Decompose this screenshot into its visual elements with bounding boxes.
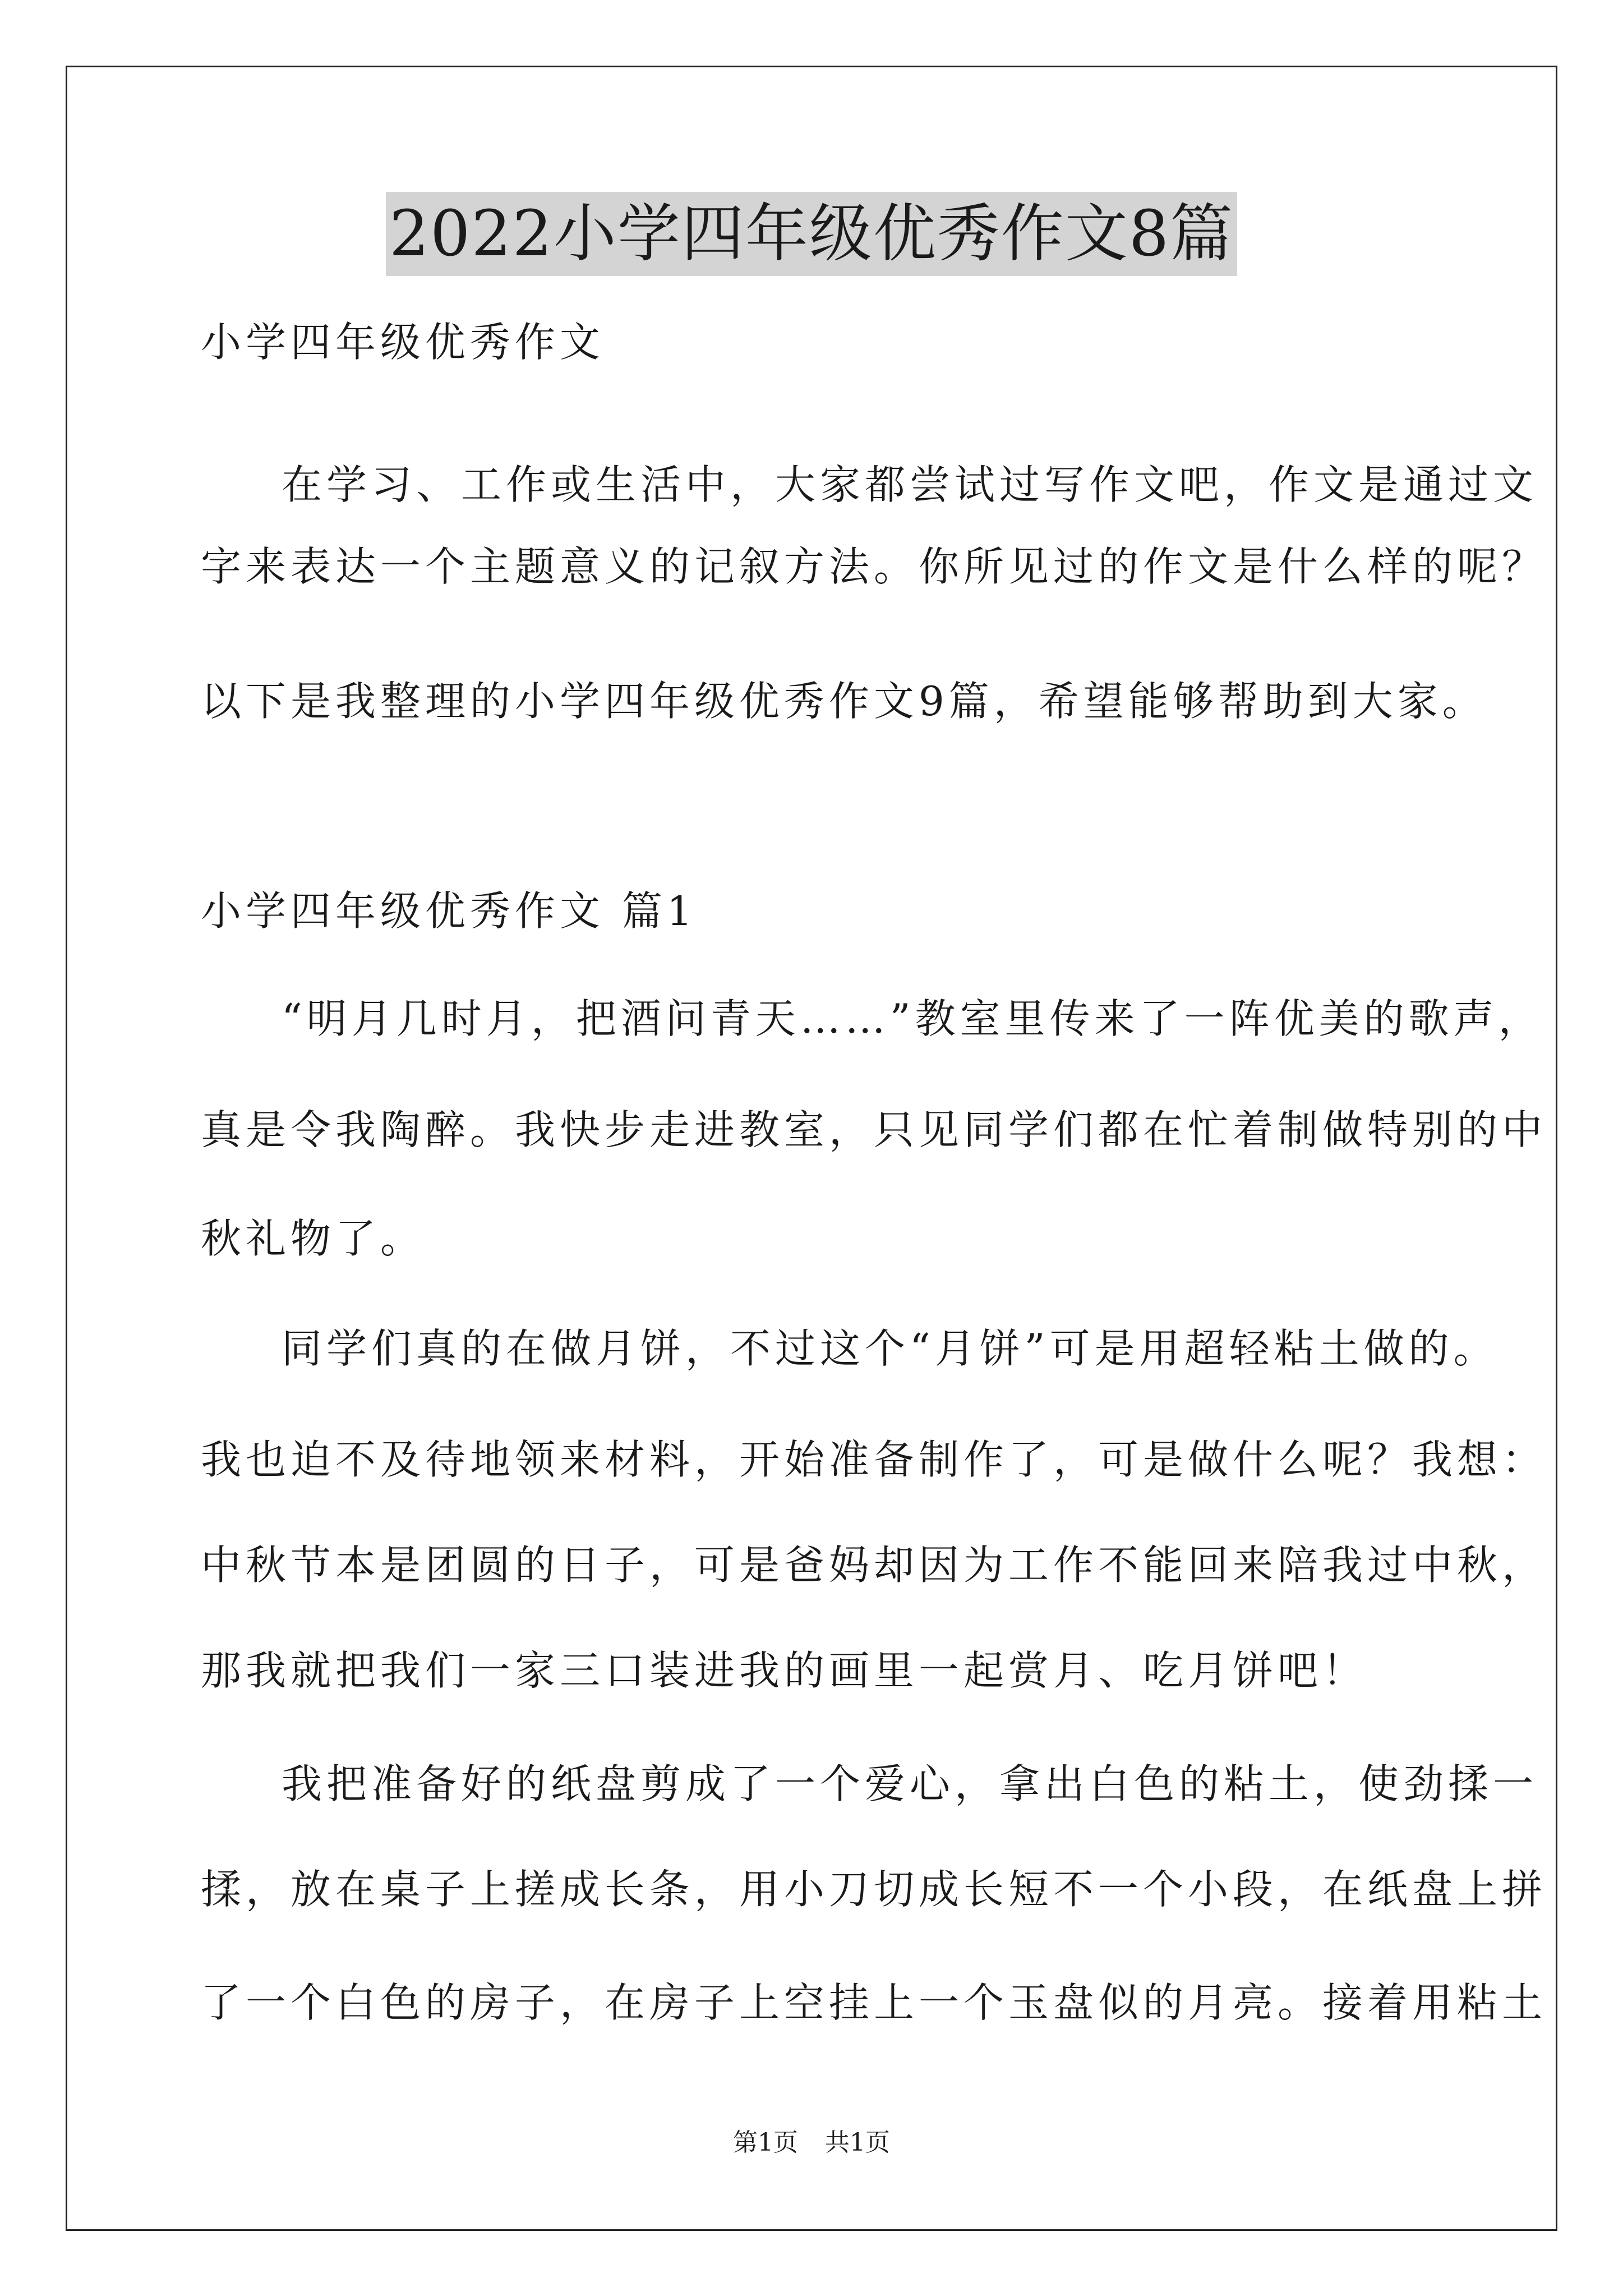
page-number-total: 共1页 (825, 2128, 890, 2157)
p1-line-2: 真是令我陶醉。我快步走进教室，只见同学们都在忙着制做特别的中 (201, 1106, 1547, 1153)
page-number-current: 第1页 (733, 2128, 798, 2157)
p2-line-4: 那我就把我们一家三口装进我的画里一起赏月、吃月饼吧！ (201, 1647, 1368, 1694)
p2-line-3: 中秋节本是团圆的日子，可是爸妈却因为工作不能回来陪我过中秋， (201, 1542, 1547, 1589)
title-container (0, 192, 1623, 276)
p3-line-3: 了一个白色的房子，在房子上空挂上一个玉盘似的月亮。接着用粘土 (201, 1979, 1547, 2026)
p3-line-2: 揉，放在桌子上搓成长条，用小刀切成长短不一个小段，在纸盘上拼 (201, 1866, 1547, 1913)
intro-heading: 小学四年级优秀作文 (201, 319, 605, 366)
intro-line-3: 以下是我整理的小学四年级优秀作文9篇，希望能够帮助到大家。 (201, 678, 1487, 725)
p2-line-1: 同学们真的在做月饼，不过这个“月饼”可是用超轻粘土做的。 (282, 1325, 1498, 1372)
p2-line-2: 我也迫不及待地领来材料，开始准备制作了，可是做什么呢？我想： (201, 1436, 1547, 1483)
intro-line-1: 在学习、工作或生活中，大家都尝试过写作文吧，作文是通过文 (282, 461, 1538, 508)
intro-line-2: 字来表达一个主题意义的记叙方法。你所见过的作文是什么样的呢？ (201, 543, 1547, 590)
page-footer (0, 2126, 1623, 2160)
p1-line-1: “明月几时月，把酒问青天……”教室里传来了一阵优美的歌声， (282, 995, 1543, 1042)
p3-line-1: 我把准备好的纸盘剪成了一个爱心，拿出白色的粘土，使劲揉一 (282, 1760, 1538, 1807)
section-heading: 小学四年级优秀作文 篇1 (201, 887, 697, 935)
p1-line-3: 秋礼物了。 (201, 1215, 426, 1262)
document-title: 2022小学四年级优秀作文8篇 (386, 192, 1237, 276)
